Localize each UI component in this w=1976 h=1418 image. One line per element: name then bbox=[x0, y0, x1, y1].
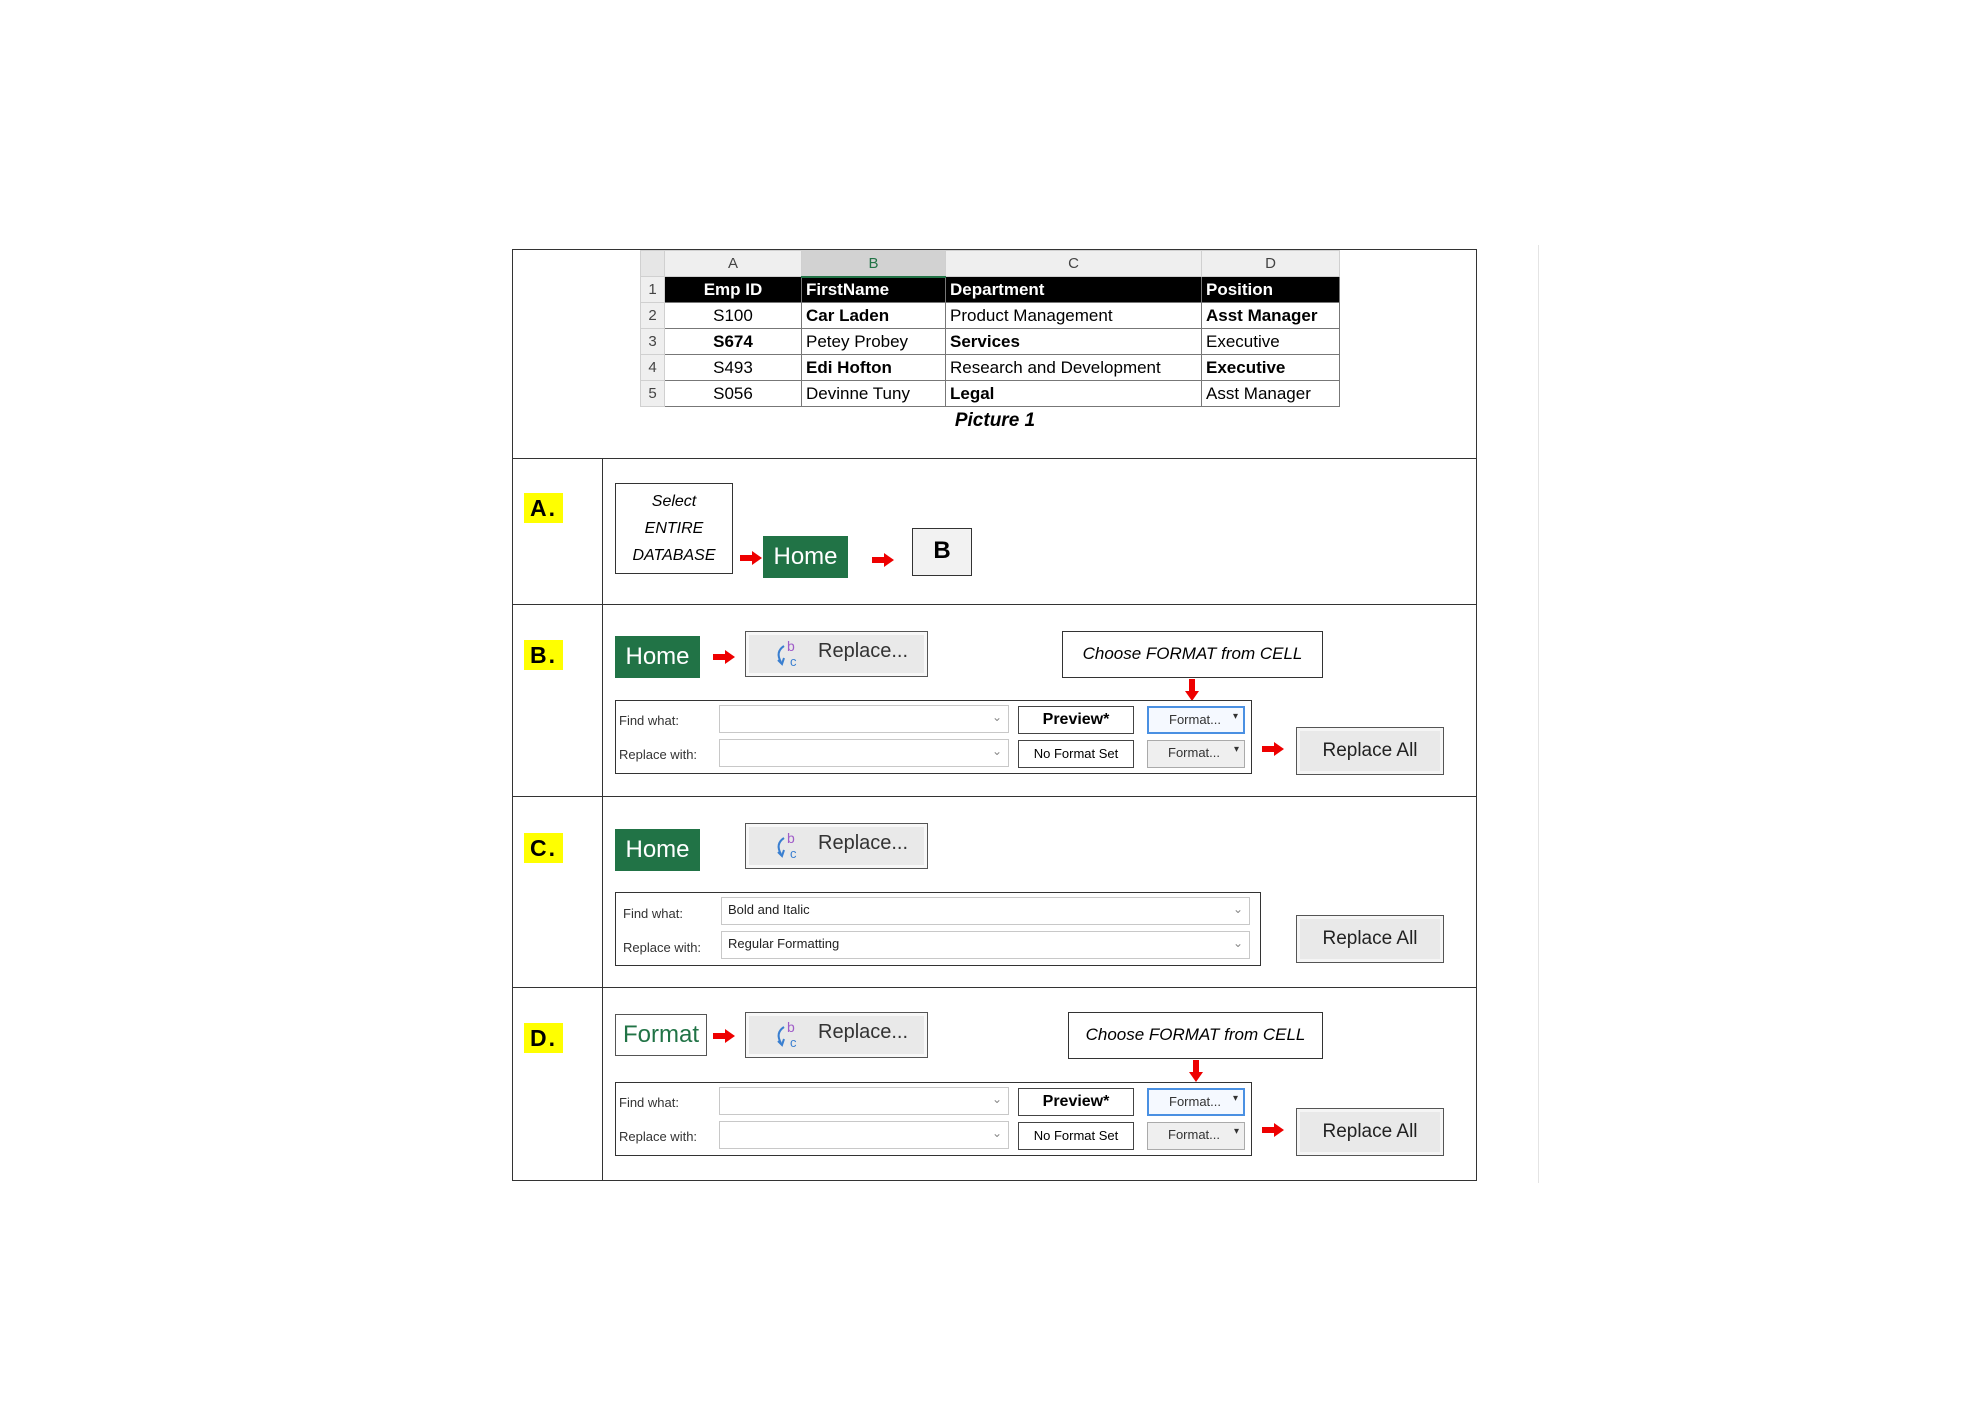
row-divider bbox=[512, 604, 1477, 605]
dropdown-arrow-icon[interactable]: ▾ bbox=[1232, 711, 1238, 722]
cell: Emp ID bbox=[665, 277, 802, 303]
picture-caption: Picture 1 bbox=[954, 410, 1036, 431]
cell: Devinne Tuny bbox=[802, 381, 946, 407]
no-format-set-button[interactable]: No Format Set bbox=[1018, 740, 1134, 768]
cell: Asst Manager bbox=[1202, 381, 1340, 407]
dropdown-arrow-icon[interactable]: ▾ bbox=[1233, 744, 1239, 755]
replace-icon bbox=[772, 1019, 802, 1051]
column-divider bbox=[602, 458, 603, 1181]
cell: Petey Probey bbox=[802, 329, 946, 355]
replace-label: Replace... bbox=[818, 1021, 909, 1043]
cell: Executive bbox=[1202, 355, 1340, 381]
table-row bbox=[641, 355, 1340, 381]
replace-with-label: Replace with: bbox=[619, 747, 698, 762]
no-format-set-button[interactable]: No Format Set bbox=[1018, 1122, 1134, 1150]
row-number: 1 bbox=[641, 277, 665, 303]
replace-format-button[interactable] bbox=[1147, 1122, 1245, 1150]
format-label: Format... bbox=[1169, 712, 1222, 727]
find-format-button[interactable] bbox=[1147, 1088, 1245, 1116]
cell: S100 bbox=[665, 303, 802, 329]
select-line: DATABASE bbox=[632, 547, 716, 564]
replace-icon bbox=[772, 638, 802, 670]
replace-button[interactable] bbox=[745, 1012, 928, 1058]
table-row bbox=[641, 303, 1340, 329]
arrow-right-icon bbox=[713, 650, 735, 664]
replace-icon bbox=[772, 830, 802, 862]
replace-with-input[interactable] bbox=[719, 739, 1009, 767]
find-replace-dialog bbox=[615, 1082, 1252, 1156]
cell: Executive bbox=[1202, 329, 1340, 355]
arrow-down-icon bbox=[1185, 679, 1199, 701]
arrow-right-icon bbox=[713, 1029, 735, 1043]
select-all-corner bbox=[641, 251, 665, 277]
chevron-down-icon[interactable]: ⌄ bbox=[991, 1126, 1002, 1140]
row-divider bbox=[512, 796, 1477, 797]
choose-format-callout: Choose FORMAT from CELL bbox=[1068, 1012, 1323, 1059]
format-label: Format... bbox=[1168, 745, 1221, 760]
find-what-input[interactable] bbox=[719, 705, 1009, 733]
format-label: Format... bbox=[1168, 1127, 1221, 1142]
dropdown-arrow-icon[interactable]: ▾ bbox=[1232, 1093, 1238, 1104]
chevron-down-icon[interactable]: ⌄ bbox=[991, 744, 1002, 758]
table-row bbox=[641, 329, 1340, 355]
replace-format-button[interactable] bbox=[1147, 740, 1245, 768]
replace-all-button[interactable]: Replace All bbox=[1296, 727, 1444, 775]
cell: S056 bbox=[665, 381, 802, 407]
row-number: 2 bbox=[641, 303, 665, 329]
replace-with-label: Replace with: bbox=[619, 1129, 698, 1144]
format-tab[interactable]: Format bbox=[615, 1014, 707, 1056]
find-what-input[interactable] bbox=[721, 897, 1250, 925]
arrow-right-icon bbox=[1262, 742, 1284, 756]
row-number: 4 bbox=[641, 355, 665, 381]
find-what-input[interactable] bbox=[719, 1087, 1009, 1115]
table-row bbox=[641, 277, 1340, 303]
home-tab[interactable]: Home bbox=[615, 829, 700, 871]
preview-button[interactable]: Preview* bbox=[1018, 1088, 1134, 1116]
cell: Services bbox=[946, 329, 1202, 355]
find-replace-dialog bbox=[615, 892, 1261, 966]
spreadsheet-picture bbox=[640, 250, 1340, 407]
option-d-label: D. bbox=[524, 1023, 563, 1053]
chevron-down-icon[interactable]: ⌄ bbox=[1232, 936, 1243, 950]
row-number: 5 bbox=[641, 381, 665, 407]
chevron-down-icon[interactable]: ⌄ bbox=[1232, 902, 1243, 916]
find-what-label: Find what: bbox=[619, 713, 679, 728]
replace-with-input[interactable] bbox=[721, 931, 1250, 959]
replace-with-value: Regular Formatting bbox=[728, 936, 840, 951]
column-header-c: C bbox=[946, 251, 1202, 277]
chevron-down-icon[interactable]: ⌄ bbox=[991, 710, 1002, 724]
row-divider bbox=[512, 458, 1477, 459]
page-divider bbox=[1538, 245, 1539, 1183]
select-entire-database-box bbox=[615, 483, 733, 574]
find-format-button[interactable] bbox=[1147, 706, 1245, 734]
dropdown-arrow-icon[interactable]: ▾ bbox=[1233, 1126, 1239, 1137]
cell: Car Laden bbox=[802, 303, 946, 329]
cell: Edi Hofton bbox=[802, 355, 946, 381]
chevron-down-icon[interactable]: ⌄ bbox=[991, 1092, 1002, 1106]
select-line: ENTIRE bbox=[644, 520, 704, 537]
option-a-label: A. bbox=[524, 493, 563, 523]
arrow-down-icon bbox=[1189, 1060, 1203, 1082]
cell: Department bbox=[946, 277, 1202, 303]
find-what-label: Find what: bbox=[619, 1095, 679, 1110]
find-what-label: Find what: bbox=[623, 906, 683, 921]
preview-button[interactable]: Preview* bbox=[1018, 706, 1134, 734]
column-header-b: B bbox=[802, 251, 946, 277]
home-tab[interactable]: Home bbox=[763, 536, 848, 578]
replace-all-button[interactable]: Replace All bbox=[1296, 1108, 1444, 1156]
find-replace-dialog bbox=[615, 700, 1252, 774]
find-what-value: Bold and Italic bbox=[728, 902, 810, 917]
column-header-a: A bbox=[665, 251, 802, 277]
replace-button[interactable] bbox=[745, 631, 928, 677]
arrow-right-icon bbox=[1262, 1123, 1284, 1137]
row-number: 3 bbox=[641, 329, 665, 355]
column-header-d: D bbox=[1202, 251, 1340, 277]
bold-button[interactable]: B bbox=[912, 528, 972, 576]
cell: Legal bbox=[946, 381, 1202, 407]
arrow-right-icon bbox=[740, 551, 762, 565]
choose-format-callout: Choose FORMAT from CELL bbox=[1062, 631, 1323, 678]
cell: Asst Manager bbox=[1202, 303, 1340, 329]
cell: Research and Development bbox=[946, 355, 1202, 381]
cell: S674 bbox=[665, 329, 802, 355]
cell: Position bbox=[1202, 277, 1340, 303]
option-c-label: C. bbox=[524, 833, 563, 863]
replace-label: Replace... bbox=[818, 832, 909, 854]
replace-button[interactable] bbox=[745, 823, 928, 869]
row-divider bbox=[512, 987, 1477, 988]
replace-with-input[interactable] bbox=[719, 1121, 1009, 1149]
table-row bbox=[641, 381, 1340, 407]
replace-with-label: Replace with: bbox=[623, 940, 702, 955]
format-label: Format... bbox=[1169, 1094, 1222, 1109]
select-line: Select bbox=[651, 493, 697, 510]
cell: FirstName bbox=[802, 277, 946, 303]
option-b-label: B. bbox=[524, 640, 563, 670]
replace-all-button[interactable]: Replace All bbox=[1296, 915, 1444, 963]
home-tab[interactable]: Home bbox=[615, 636, 700, 678]
arrow-right-icon bbox=[872, 553, 894, 567]
replace-label: Replace... bbox=[818, 640, 909, 662]
cell: Product Management bbox=[946, 303, 1202, 329]
cell: S493 bbox=[665, 355, 802, 381]
